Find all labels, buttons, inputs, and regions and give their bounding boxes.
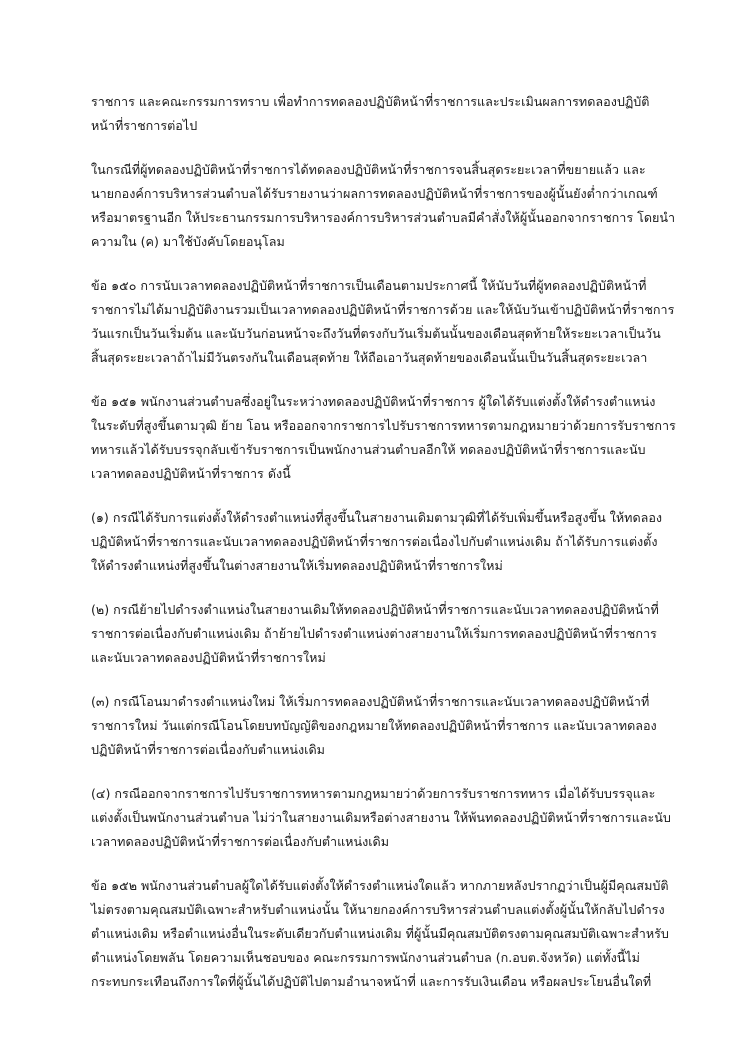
paragraph-item-3 [91, 690, 659, 762]
text-line: (๒) กรณีย้ายไปดำรงตำแหน่งในสายงานเดิมให้ทดลองปฏิบัติหน้าที่ราชการและนับเวลาทดลองปฏิบัติหน้าที่ [91, 602, 659, 617]
text-line: ไม่ตรงตามคุณสมบัติเฉพาะสำหรับตำแหน่งนั้น ให้นายกองค์การบริหารส่วนตำบลแต่งตั้งผู้นั้นให้กลับไปดำรง [91, 902, 665, 917]
text-line: เวลาทดลองปฏิบัติหน้าที่ราชการ ดังนี้ [91, 466, 291, 481]
text-line: ราชการต่อเนื่องกับตำแหน่งเดิม ถ้าย้ายไปดำรงตำแหน่งต่างสายงานให้เริ่มการทดลองปฏิบัติหน้าที่ราชการ [91, 626, 657, 641]
paragraph-item-2 [91, 598, 659, 670]
paragraph-clause-150 [91, 274, 675, 370]
text-line: ข้อ ๑๕๒ พนักงานส่วนตำบลผู้ใดได้รับแต่งตั้งให้ดำรงตำแหน่งใดแล้ว หากภายหลังปรากฏว่าเป็นผู้มีคุณสมบัติ [91, 878, 669, 893]
text-line: หน้าที่ราชการต่อไป [91, 118, 198, 133]
text-line: วันแรกเป็นวันเริ่มต้น และนับวันก่อนหน้าจะถึงวันที่ตรงกับวันเริ่มต้นนั้นของเดือนสุดท้ายให้ระยะเวลาเป็นวัน [91, 326, 661, 341]
paragraph-failed-probation [91, 158, 676, 254]
paragraph-continuation [91, 90, 659, 138]
paragraph-clause-151 [91, 390, 676, 486]
text-line: นายกองค์การบริหารส่วนตำบลได้รับรายงานว่าผลการทดลองปฏิบัติหน้าที่ราชการของผู้นั้นยังต่ำกว่าเกณฑ์ [91, 186, 658, 201]
document-body [91, 90, 676, 1014]
text-line: ในระดับที่สูงขึ้นตามวุฒิ ย้าย โอน หรือออกจากราชการไปรับราชการทหารตามกฎหมายว่าด้วยการรับราชการ [91, 418, 676, 433]
text-line: ความใน (ค) มาใช้บังคับโดยอนุโลม [91, 234, 285, 249]
text-line: ให้ดำรงตำแหน่งที่สูงขึ้นในต่างสายงานให้เริ่มทดลองปฏิบัติหน้าที่ราชการใหม่ [91, 558, 503, 573]
text-line: หรือมาตรฐานอีก ให้ประธานกรรมการบริหารองค์การบริหารส่วนตำบลมีคำสั่งให้ผู้นั้นออกจากราชการ โดยนำ [91, 210, 676, 225]
text-line: แต่งตั้งเป็นพนักงานส่วนตำบล ไม่ว่าในสายงานเดิมหรือต่างสายงาน ให้พ้นทดลองปฏิบัติหน้าที่ราชการและนับ [91, 810, 671, 825]
paragraph-item-1 [91, 506, 663, 578]
text-line: ราชการไม่ได้มาปฏิบัติงานรวมเป็นเวลาทดลองปฏิบัติหน้าที่ราชการด้วย และให้นับวันเข้าปฏิบัติหน้าที่ราชการ [91, 302, 675, 317]
text-line: (๓) กรณีโอนมาดำรงตำแหน่งใหม่ ให้เริ่มการทดลองปฏิบัติหน้าที่ราชการและนับเวลาทดลองปฏิบัติหน้าที่ [91, 694, 650, 709]
paragraph-item-4 [91, 782, 671, 854]
text-line: ปฏิบัติหน้าที่ราชการต่อเนื่องกับตำแหน่งเดิม [91, 742, 325, 757]
text-line: ทหารแล้วได้รับบรรจุกลับเข้ารับราชการเป็นพนักงานส่วนตำบลอีกให้ ทดลองปฏิบัติหน้าที่ราชการและนับ [91, 442, 646, 457]
text-line: ตำแหน่งโดยพลัน โดยความเห็นชอบของ คณะกรรมการพนักงานส่วนตำบล (ก.อบต.จังหวัด) แต่ทั้งนี้ไม่ [91, 950, 640, 965]
text-line: ตำแหน่งเดิม หรือตำแหน่งอื่นในระดับเดียวกับตำแหน่งเดิม ที่ผู้นั้นมีคุณสมบัติตรงตามคุณสมบัติเฉพาะสำหรับ [91, 926, 669, 941]
text-line: และนับเวลาทดลองปฏิบัติหน้าที่ราชการใหม่ [91, 650, 326, 665]
text-line: กระทบกระเทือนถึงการใดที่ผู้นั้นได้ปฏิบัติไปตามอำนาจหน้าที่ และการรับเงินเดือน หรือผลประโยนอื่นใดที่ [91, 974, 652, 989]
text-line: สิ้นสุดระยะเวลาถ้าไม่มีวันตรงกันในเดือนสุดท้าย ให้ถือเอาวันสุดท้ายของเดือนนั้นเป็นวันสิ้นสุดระยะเวลา [91, 350, 648, 365]
text-line: ข้อ ๑๕๐ การนับเวลาทดลองปฏิบัติหน้าที่ราชการเป็นเดือนตามประกาศนี้ ให้นับวันที่ผู้ทดลองปฏิบัติหน้าที่ [91, 278, 647, 293]
text-line: (๑) กรณีได้รับการแต่งตั้งให้ดำรงตำแหน่งที่สูงขึ้นในสายงานเดิมตามวุฒิที่ได้รับเพิ่มขึ้นหรือสูงขึ้น ให้ทดลอง [91, 510, 663, 525]
paragraph-clause-152 [91, 874, 669, 994]
text-line: ในกรณีที่ผู้ทดลองปฏิบัติหน้าที่ราชการได้ทดลองปฏิบัติหน้าที่ราชการจนสิ้นสุดระยะเวลาที่ขยายแล้ว และ [91, 162, 646, 177]
text-line: ราชการ และคณะกรรมการทราบ เพื่อทำการทดลองปฏิบัติหน้าที่ราชการและประเมินผลการทดลองปฏิบัติ [91, 94, 650, 109]
text-line: ปฏิบัติหน้าที่ราชการและนับเวลาทดลองปฏิบัติหน้าที่ราชการต่อเนื่องไปกับตำแหน่งเดิม ถ้าได้รับการแต่งตั้ง [91, 534, 658, 549]
text-line: เวลาทดลองปฏิบัติหน้าที่ราชการต่อเนื่องกับตำแหน่งเดิม [91, 834, 390, 849]
text-line: ราชการใหม่ วันแต่กรณีโอนโดยบทบัญญัติของกฎหมายให้ทดลองปฏิบัติหน้าที่ราชการ และนับเวลาทดลอง [91, 718, 657, 733]
text-line: (๔) กรณีออกจากราชการไปรับราชการทหารตามกฎหมายว่าด้วยการรับราชการทหาร เมื่อได้รับบรรจุและ [91, 786, 656, 801]
text-line: ข้อ ๑๕๑ พนักงานส่วนตำบลซึ่งอยู่ในระหว่างทดลองปฏิบัติหน้าที่ราชการ ผู้ใดได้รับแต่งตั้งให้ดำรงตำแหน่ง [91, 394, 656, 409]
